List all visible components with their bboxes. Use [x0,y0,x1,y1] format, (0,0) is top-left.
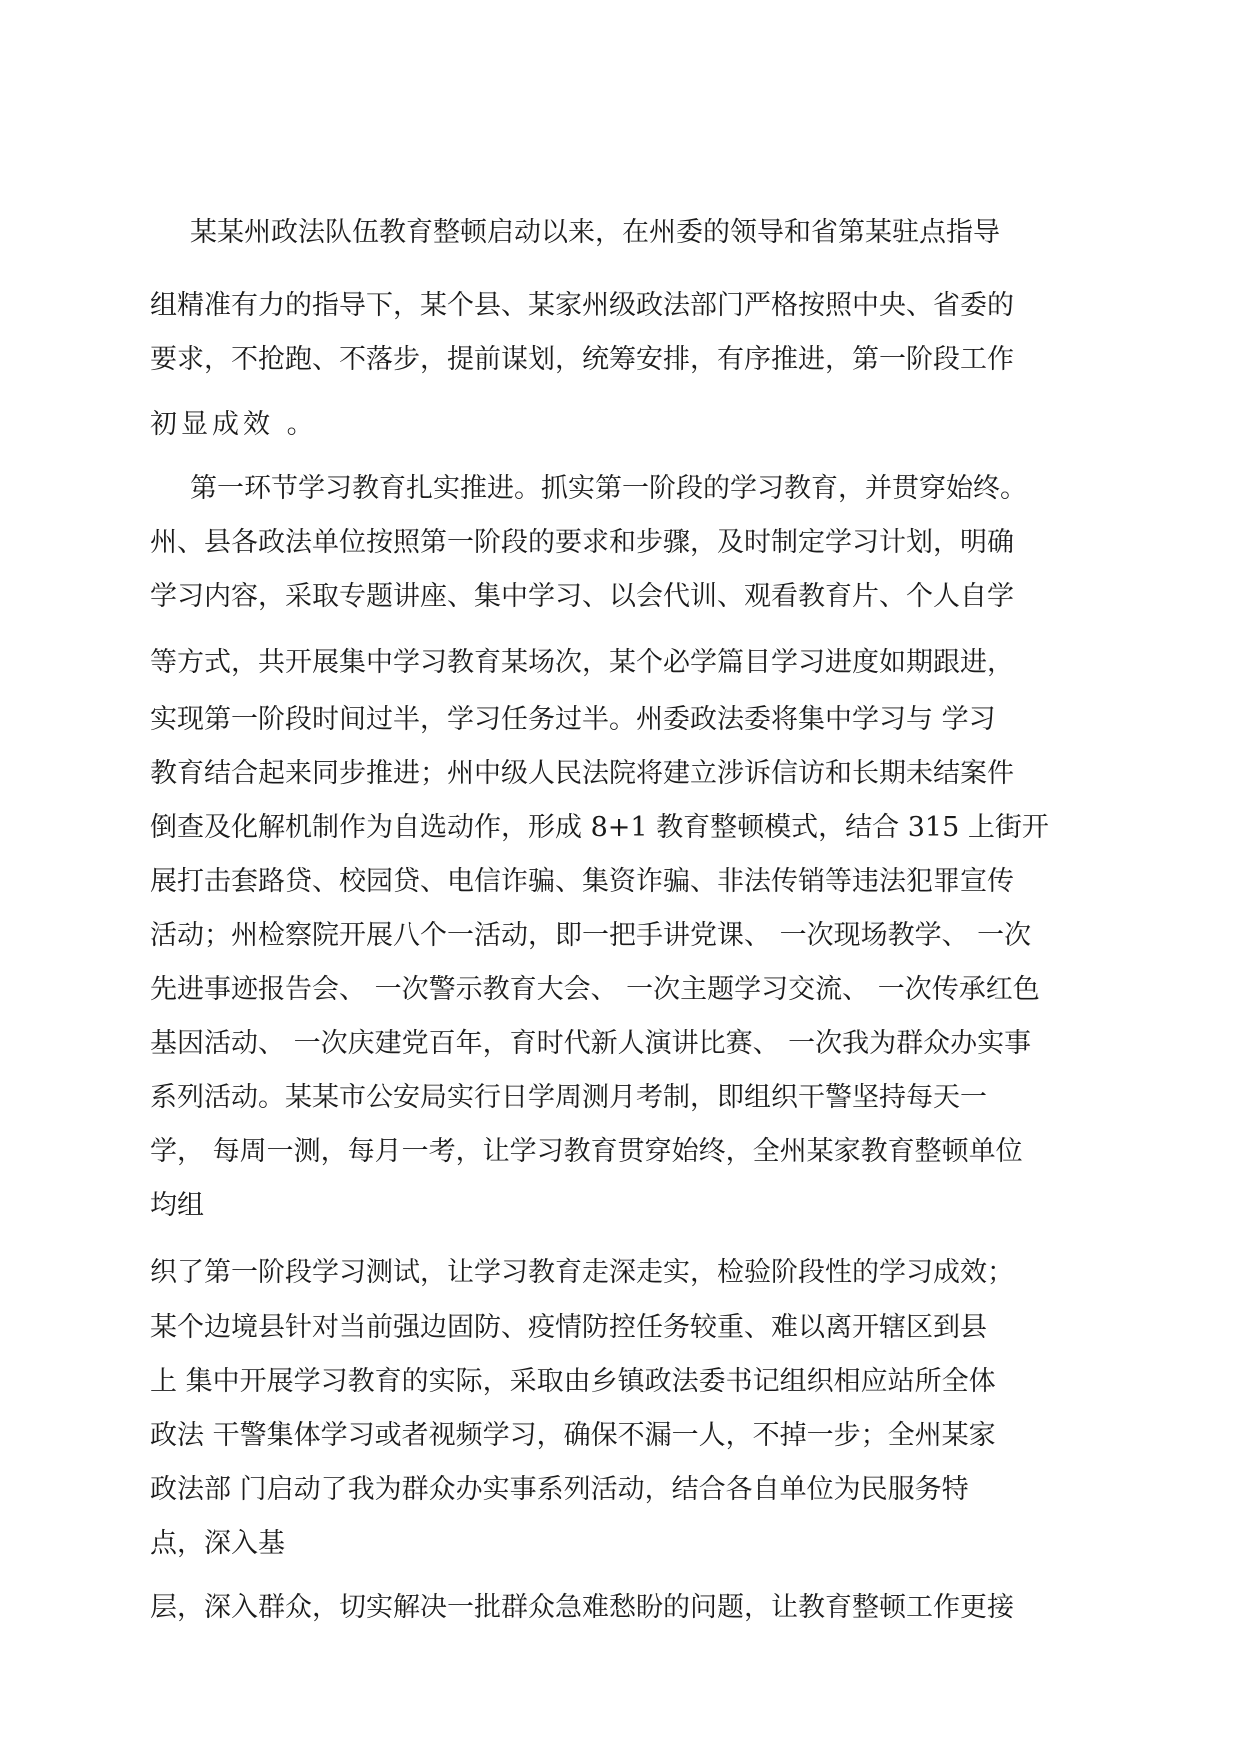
text-line: 教育结合起来同步推进；州中级人民法院将建立涉诉信访和长期未结案件 [150,758,1014,789]
text-line: 某某州政法队伍教育整顿启动以来，在州委的领导和省第某驻点指导 [190,217,1000,248]
text-line: 第一环节学习教育扎实推进。抓实第一阶段的学习教育，并贯穿始终。 [190,473,1027,504]
text-line: 某个边境县针对当前强边固防、疫情防控任务较重、难以离开辖区到县 [150,1312,987,1343]
text-line: 先进事迹报告会、 一次警示教育大会、 一次主题学习交流、 一次传承红色 [150,974,1040,1005]
text-line: 点，深入基 [150,1528,285,1559]
text-line: 政法部 门启动了我为群众办实事系列活动，结合各自单位为民服务特 [150,1474,969,1505]
text-line: 学， 每周一测，每月一考，让学习教育贯穿始终，全州某家教育整顿单位 [150,1136,1023,1167]
text-line: 织了第一阶段学习测试，让学习教育走深走实，检验阶段性的学习成效； [150,1257,1014,1288]
text-line: 等方式，共开展集中学习教育某场次，某个必学篇目学习进度如期跟进， [150,647,1014,678]
text-line: 要求，不抢跑、不落步，提前谋划，统筹安排，有序推进，第一阶段工作 [150,344,1014,375]
text-line: 政法 干警集体学习或者视频学习，确保不漏一人，不掉一步；全州某家 [150,1420,996,1451]
text-line: 层，深入群众，切实解决一批群众急难愁盼的问题，让教育整顿工作更接 [150,1592,1014,1623]
text-line: 实现第一阶段时间过半，学习任务过半。州委政法委将集中学习与 学习 [150,704,996,735]
text-line: 系列活动。某某市公安局实行日学周测月考制，即组织干警坚持每天一 [150,1082,987,1113]
text-line: 组精准有力的指导下，某个县、某家州级政法部门严格按照中央、省委的 [150,290,1014,321]
text-line: 倒查及化解机制作为自选动作，形成 8+1 教育整顿模式，结合 315 上街开 [150,812,1049,843]
text-line: 基因活动、 一次庆建党百年，育时代新人演讲比赛、 一次我为群众办实事 [150,1028,1032,1059]
text-line: 上 集中开展学习教育的实际，采取由乡镇政法委书记组织相应站所全体 [150,1366,996,1397]
text-line: 展打击套路贷、校园贷、电信诈骗、集资诈骗、非法传销等违法犯罪宣传 [150,866,1014,897]
text-line: 学习内容，采取专题讲座、集中学习、以会代训、观看教育片、个人自学 [150,581,1014,612]
text-line: 州、县各政法单位按照第一阶段的要求和步骤，及时制定学习计划，明确 [150,527,1014,558]
text-line: 均组 [150,1190,204,1221]
text-line: 初显成效 。 [150,409,318,440]
text-line: 活动；州检察院开展八个一活动，即一把手讲党课、 一次现场教学、 一次 [150,920,1032,951]
